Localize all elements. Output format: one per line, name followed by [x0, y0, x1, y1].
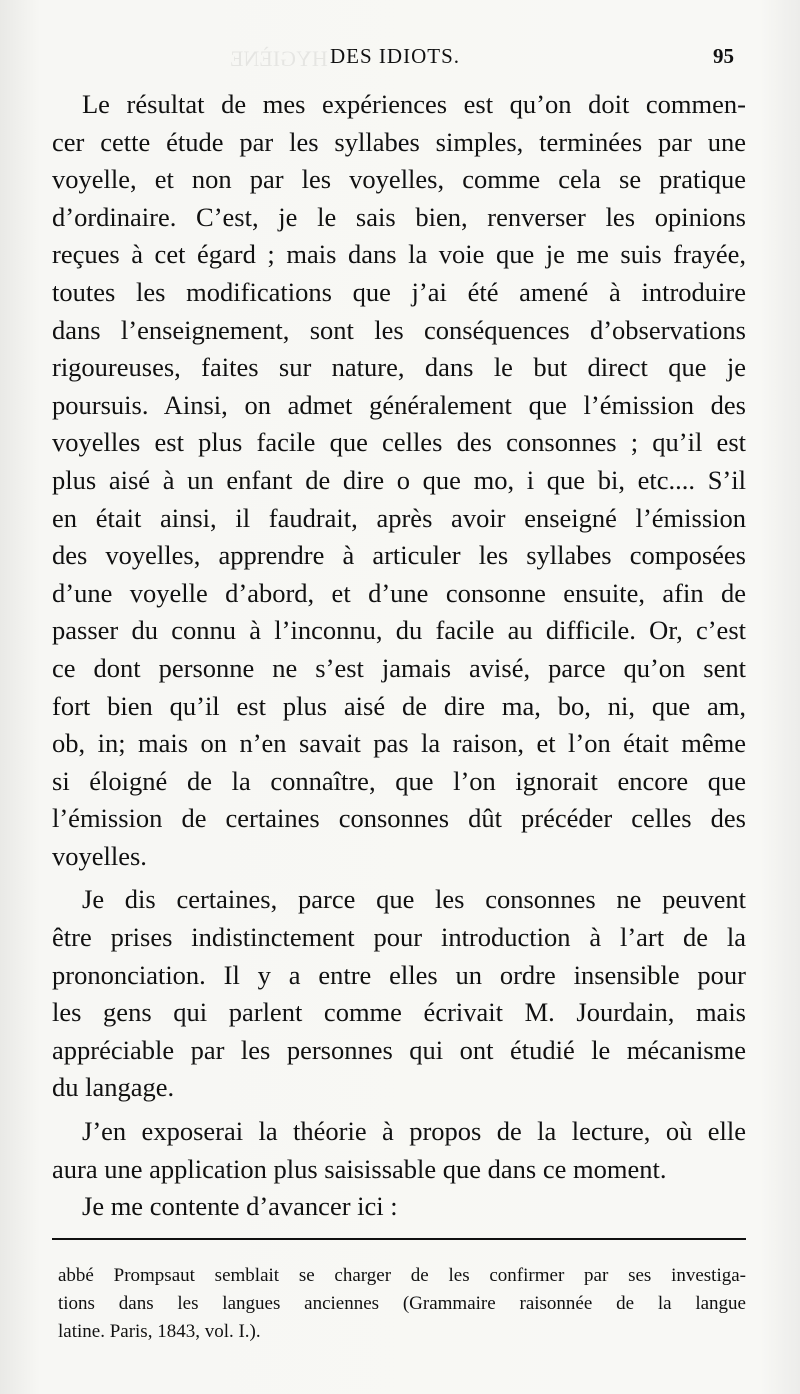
text-line: prononciation. Il y a entre elles un ordre insensible pour — [52, 959, 746, 990]
text-line: en était ainsi, il faudrait, après avoir enseigné l’émission — [52, 502, 746, 533]
text-line: si éloigné de la connaître, que l’on ignorait encore que — [52, 765, 746, 796]
text-line: des voyelles, apprendre à articuler les syllabes composées — [52, 540, 746, 571]
text-line: ob, in; mais on n’en savait pas la raison, et l’on était même — [52, 728, 746, 759]
text-line: aura une application plus saisissable que dans ce moment. — [52, 1153, 667, 1184]
text-line: reçues à cet égard ; mais dans la voie que je me suis frayée, — [52, 239, 746, 270]
text-line: cer cette étude par les syllabes simples, terminées par une — [52, 126, 746, 157]
main-text — [52, 86, 746, 1226]
text-line: l’émission de certaines consonnes dût précéder celles des — [52, 803, 746, 834]
text-line: plus aisé à un enfant de dire o que mo, i que bi, etc.... S’il — [52, 464, 746, 495]
paragraph-1 — [52, 86, 746, 875]
text-line: Je me contente d’avancer ici : — [82, 1191, 398, 1222]
footnote-line: tions dans les langues anciennes (Grammaire raisonnée de la langue — [58, 1293, 746, 1314]
text-line: du langage. — [52, 1072, 175, 1103]
paragraph-3 — [52, 1113, 746, 1188]
text-line: J’en exposerai la théorie à propos de la lecture, où elle — [82, 1116, 746, 1147]
footnote-line: abbé Prompsaut semblait se charger de les confirmer par ses investiga- — [58, 1265, 746, 1286]
footnote-line: latine. Paris, 1843, vol. I.). — [58, 1321, 261, 1342]
text-line: Je dis certaines, parce que les consonnes ne peuvent — [82, 884, 746, 915]
paragraph-2 — [52, 881, 746, 1107]
text-line: rigoureuses, faites sur nature, dans le but direct que je — [52, 352, 746, 383]
page-header — [0, 40, 800, 80]
text-line: être prises indistinctement pour introduction à l’art de la — [52, 922, 746, 953]
text-line: d’une voyelle d’abord, et d’une consonne ensuite, afin de — [52, 577, 746, 608]
paragraph-4 — [52, 1188, 746, 1226]
running-head: DES IDIOTS. — [330, 44, 460, 68]
text-line: voyelle, et non par les voyelles, comme cela se pratique — [52, 164, 746, 195]
show-through: HYGIÈNE — [230, 46, 328, 71]
footnote-separator — [52, 1238, 746, 1240]
text-line: appréciable par les personnes qui ont étudié le mécanisme — [52, 1034, 746, 1065]
text-line: voyelles est plus facile que celles des consonnes ; qu’il est — [52, 427, 746, 458]
text-line: toutes les modifications que j’ai été amené à introduire — [52, 276, 746, 307]
footnote — [58, 1262, 746, 1346]
text-line: fort bien qu’il est plus aisé de dire ma, bo, ni, que am, — [52, 690, 746, 721]
page-number: 95 — [713, 44, 734, 68]
text-line: les gens qui parlent comme écrivait M. Jourdain, mais — [52, 997, 746, 1028]
text-line: Le résultat de mes expériences est qu’on doit commen- — [82, 89, 746, 119]
text-line: passer du connu à l’inconnu, du facile au difficile. Or, c’est — [52, 615, 746, 646]
text-line: ce dont personne ne s’est jamais avisé, parce qu’on sent — [52, 652, 746, 683]
text-line: d’ordinaire. C’est, je le sais bien, renverser les opinions — [52, 201, 746, 232]
text-line: poursuis. Ainsi, on admet généralement que l’émission des — [52, 389, 746, 420]
text-line: dans l’enseignement, sont les conséquences d’observations — [52, 314, 746, 345]
text-line: voyelles. — [52, 840, 147, 871]
